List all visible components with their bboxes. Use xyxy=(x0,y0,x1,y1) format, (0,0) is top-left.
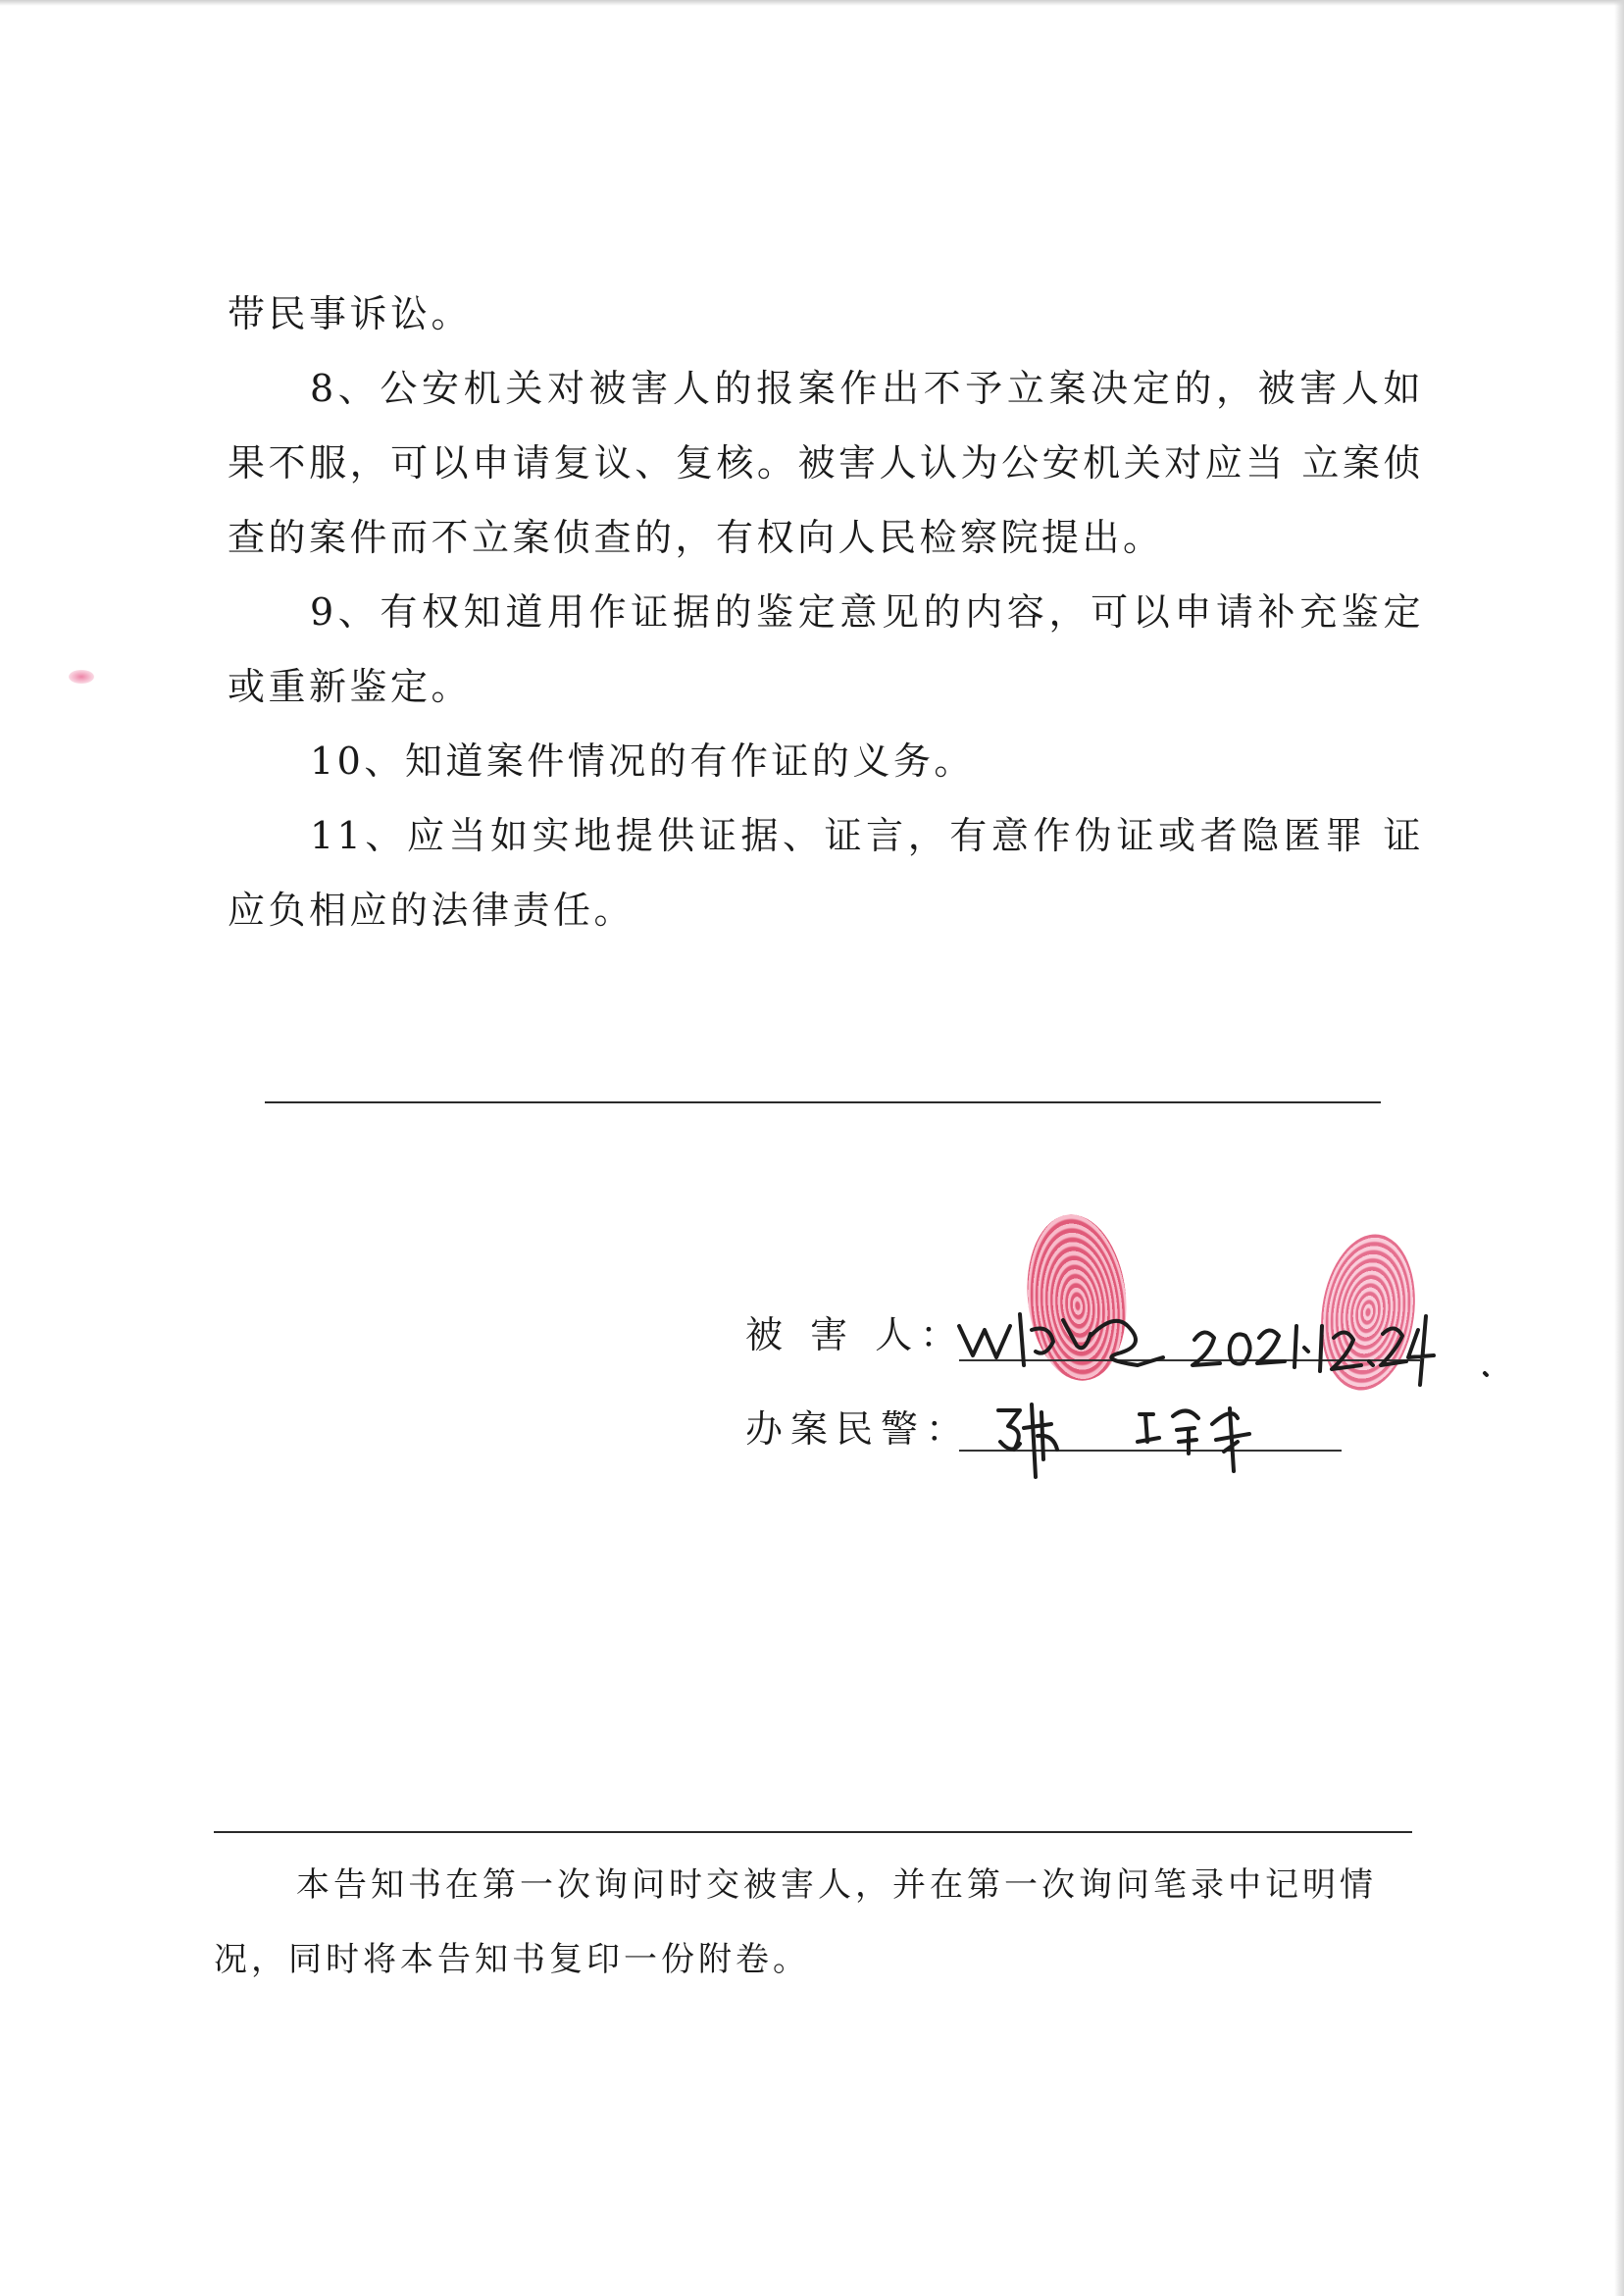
footer-note-text: 本告知书在第一次询问时交被害人，并在第一次询问笔录中记明情况，同时将本告知书复印一份附卷。 xyxy=(214,1865,1377,1979)
date-fingerprint xyxy=(1311,1228,1424,1397)
paragraph-item-8: 8、公安机关对被害人的报案作出不予立案决定的，被害人如果不服，可以申请复议、复核。被害人认为公安机关对应当 立案侦查的案件而不立案侦查的，有权向人民检察院提出。 xyxy=(228,367,1424,559)
paragraph-item-10: 10、知道案件情况的有作证的义务。 xyxy=(310,740,975,783)
officer-label: 办案民警： xyxy=(745,1407,972,1451)
footer-divider-line xyxy=(214,1831,1412,1833)
divider-line xyxy=(265,1101,1381,1103)
officer-signature-scrawl-1 xyxy=(998,1404,1057,1477)
paragraph-item-9: 9、有权知道用作证据的鉴定意见的内容，可以申请补充鉴定或重新鉴定。 xyxy=(228,590,1424,708)
paragraph-item-11: 11、应当如实地提供证据、证言，有意作伪证或者隐匿罪 证应负相应的法律责任。 xyxy=(228,814,1424,932)
victim-signature-row xyxy=(745,1304,965,1358)
paragraph-continuation: 带民事诉讼。 xyxy=(228,292,473,335)
notice-body xyxy=(228,277,1424,947)
scan-edge-right xyxy=(1614,0,1624,2296)
victim-label: 被 害 人： xyxy=(745,1313,966,1356)
officer-signature-row xyxy=(745,1399,971,1453)
officer-signature-scrawl-2 xyxy=(1138,1408,1249,1471)
scan-edge-top xyxy=(0,0,1624,6)
officer-signature-line xyxy=(959,1450,1342,1452)
victim-signature-line xyxy=(959,1359,1420,1361)
ink-stain xyxy=(69,670,94,684)
footer-note xyxy=(214,1848,1412,1997)
